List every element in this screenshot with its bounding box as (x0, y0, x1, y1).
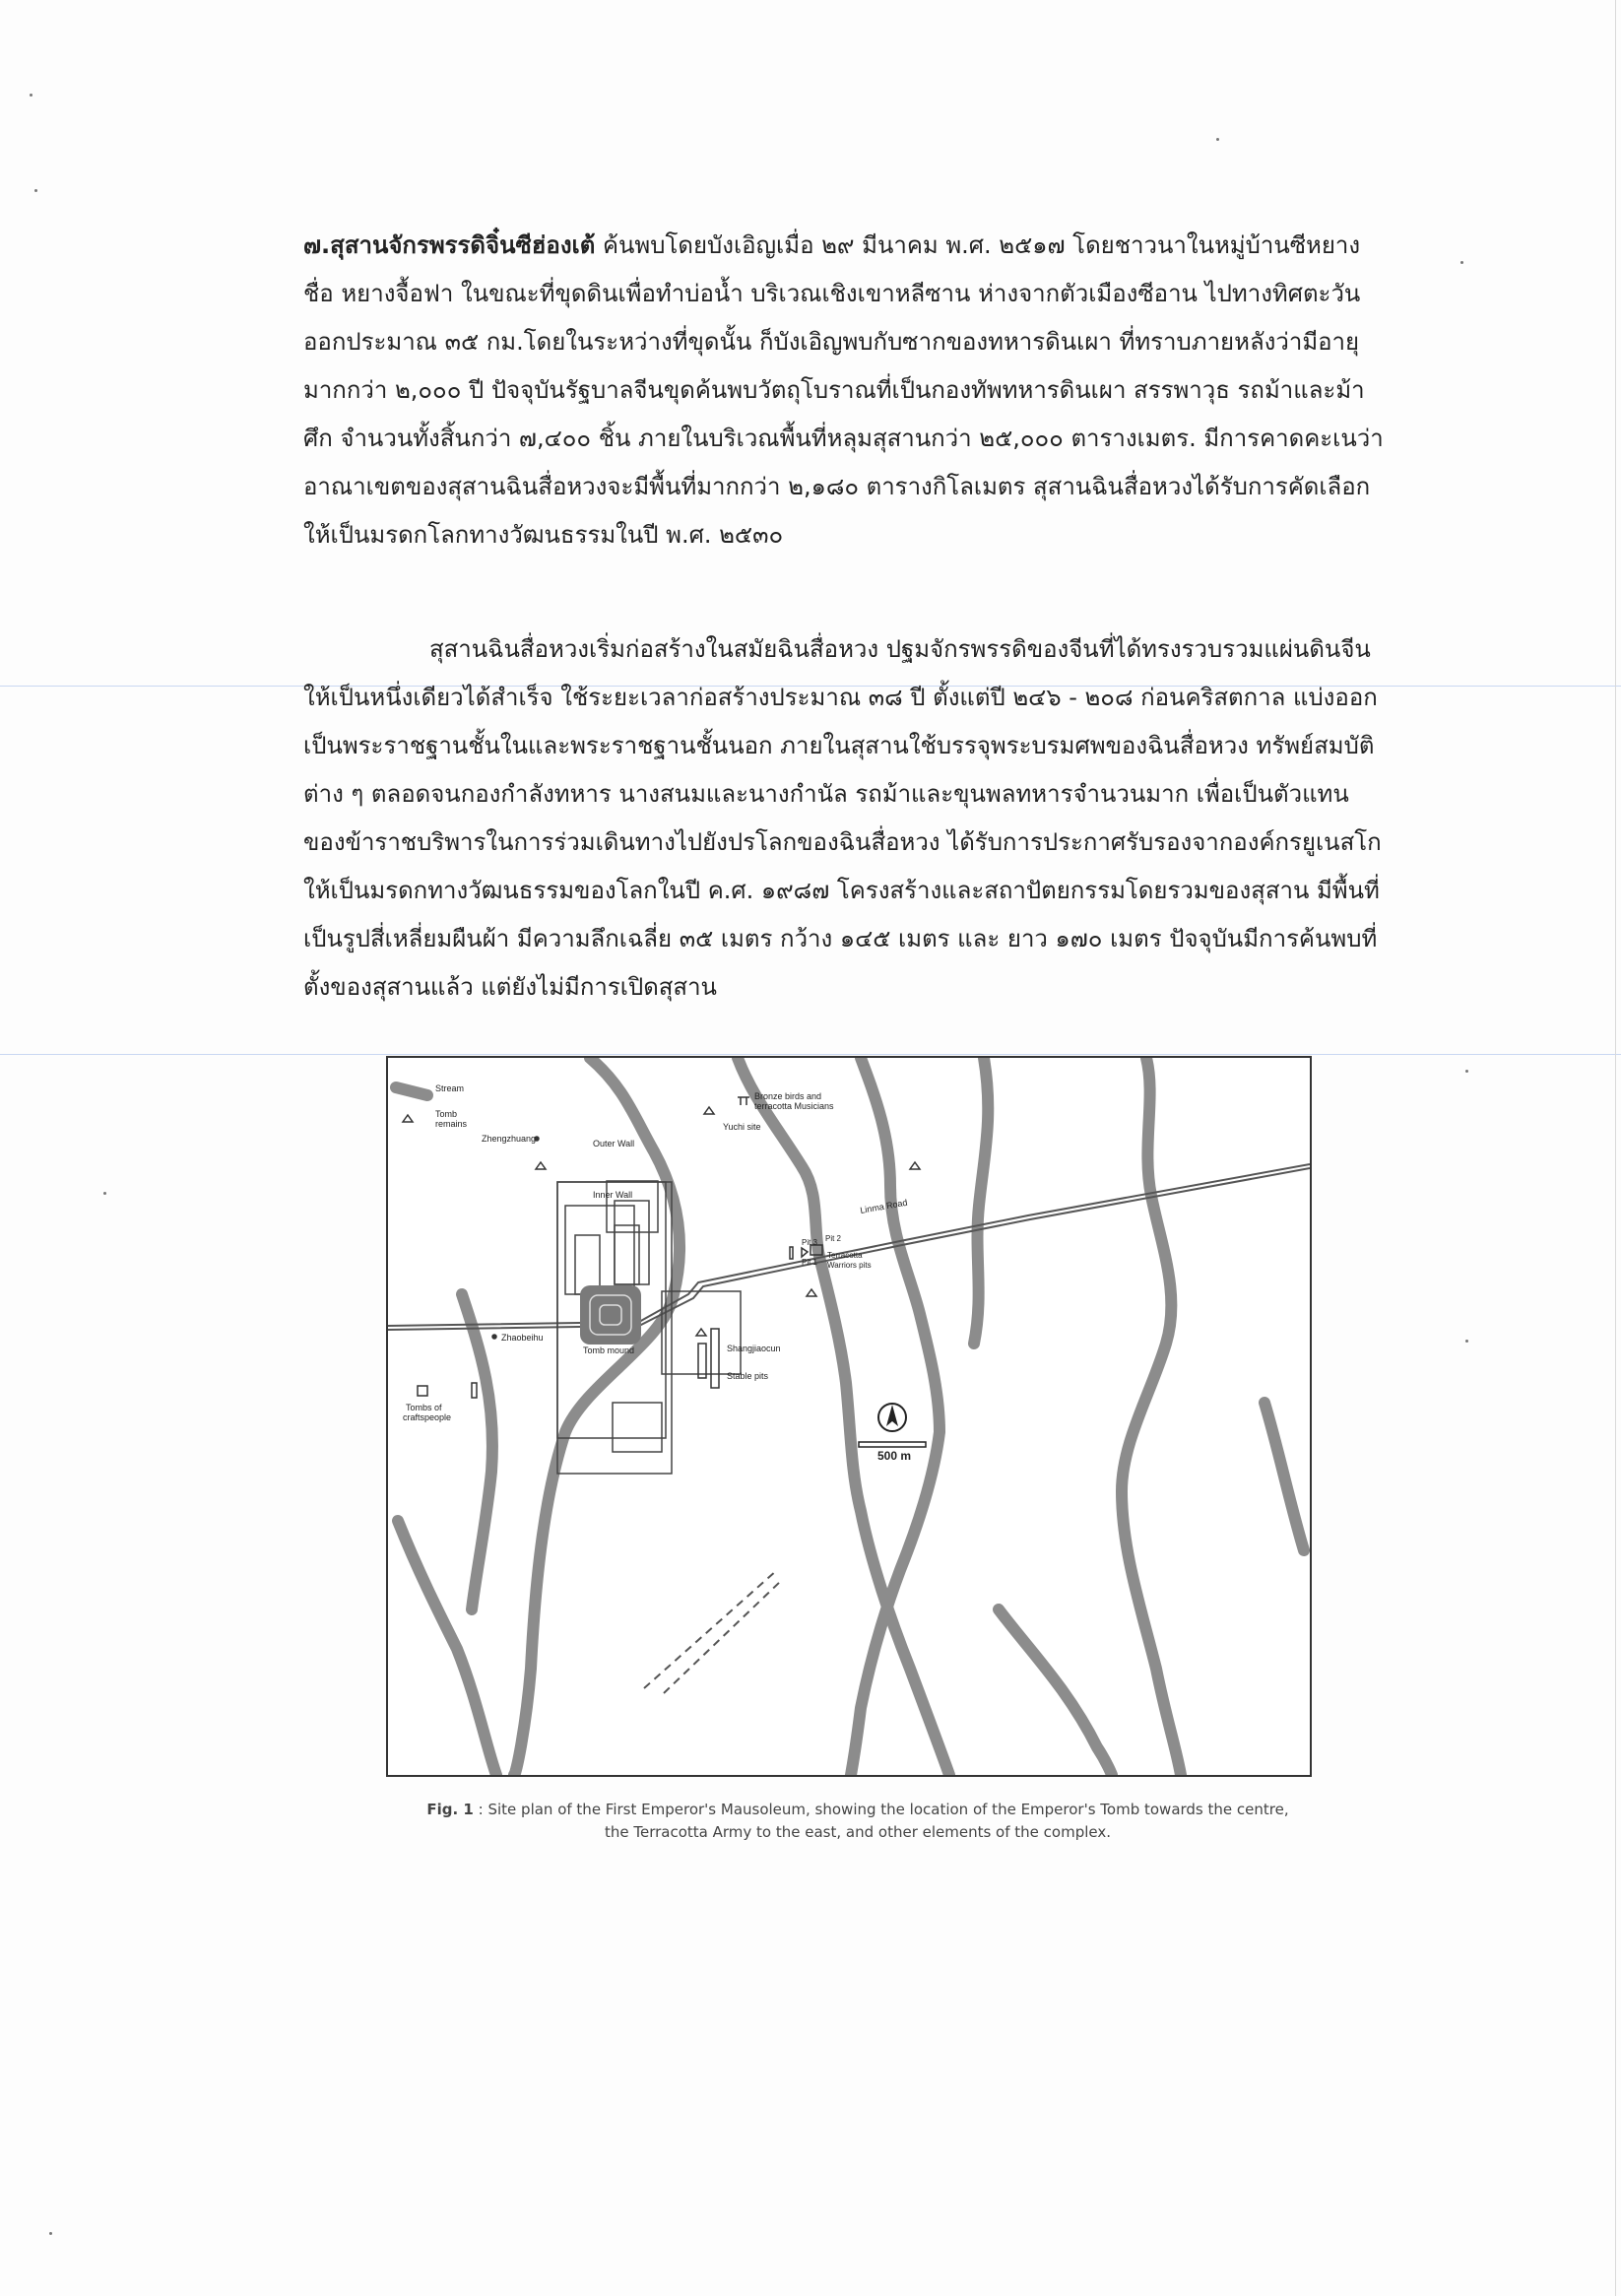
site-plan-figure (386, 1056, 1312, 1777)
label-tomb-mound: Tomb mound (583, 1345, 635, 1355)
site-plan-map (388, 1058, 1310, 1775)
scan-speck (1465, 1340, 1468, 1343)
scan-line-bottom (0, 1054, 1621, 1055)
label-pit1: Pit 1 (802, 1258, 818, 1267)
figure-caption (386, 1799, 1329, 1844)
label-shangjiaocun: Shangjiaocun (727, 1344, 781, 1353)
label-bronze-1: Bronze birds and (754, 1091, 822, 1101)
scan-speck (34, 189, 37, 192)
section-heading: ๗.สุสานจักรพรรดิจิ๋นซีฮ่องเต้ (303, 231, 596, 259)
scan-speck (1465, 1070, 1468, 1073)
label-crafts-2: craftspeople (403, 1412, 452, 1422)
streams (396, 1058, 1304, 1775)
label-stable-pits: Stable pits (727, 1371, 769, 1381)
scan-speck (103, 1192, 106, 1195)
caption-fig-label: Fig. 1 (426, 1801, 474, 1818)
label-zhaobeihu: Zhaobeihu (501, 1333, 544, 1343)
label-pit2: Pit 2 (825, 1234, 842, 1243)
scan-line-right (1615, 0, 1616, 2296)
tomb-mound (580, 1285, 641, 1345)
north-arrow (859, 1404, 926, 1447)
label-inner-wall: Inner Wall (593, 1190, 633, 1200)
paragraph-2-text: สุสานฉินสื่อหวงเริ่มก่อสร้างในสมัยฉินสื่อหวง ปฐมจักรพรรดิของจีนที่ได้ทรงรวบรวมแผ่นดินจีนให้เป็นหนึ่งเดียวได้สำเร็จ ใช้ระยะเวลาก่อสร้างประมาณ ๓๘ ปี ตั้งแต่ปี ๒๔๖ - ๒๐๘ ก่อนคริสตกาล แบ่งออกเป็นพระราชฐานชั้นในและพระราชฐานชั้นนอก ภายในสุสานใช้บรรจุพระบรมศพของฉินสื่อหวง ทรัพย์สมบัติต่าง ๆ ตลอดจนกองกำลังทหาร นางสนมและนางกำนัล รถม้าและขุนพลทหารจำนวนมาก เพื่อเป็นตัวแทนของข้าราชบริพารในการร่วมเดินทางไปยังปรโลกของฉินสื่อหวง ได้รับการประกาศรับรองจากองค์กรยูเนสโกให้เป็นมรดกทางวัฒนธรรมของโลกในปี ค.ศ. ๑๙๘๗ โครงสร้างและสถาปัตยกรรมโดยรวมของสุสาน มีพื้นที่เป็นรูปสี่เหลี่ยมผืนผ้า มีความลึกเฉลี่ย ๓๕ เมตร กว้าง ๑๔๕ เมตร และ ยาว ๑๗๐ เมตร ปัจจุบันมีการค้นพบที่ตั้งของสุสานแล้ว แต่ยังไม่มีการเปิดสุสาน (303, 635, 1382, 1001)
label-pit3: Pit 3 (802, 1238, 818, 1247)
paragraph-1 (303, 222, 1387, 559)
scan-speck (30, 94, 32, 97)
scan-speck (49, 2232, 52, 2235)
label-yuchi: Yuchi site (723, 1122, 761, 1132)
label-crafts-1: Tombs of (406, 1403, 442, 1412)
label-zhengzhuang: Zhengzhuang (482, 1134, 537, 1144)
label-terracotta-1: Terracotta (827, 1251, 863, 1260)
legend-stream: Stream (435, 1083, 465, 1093)
label-bronze-2: terracotta Musicians (754, 1101, 834, 1111)
label-outer-wall: Outer Wall (593, 1139, 635, 1148)
legend-tomb-remains-1: Tomb (435, 1109, 458, 1119)
paragraph-1-text: ค้นพบโดยบังเอิญเมื่อ ๒๙ มีนาคม พ.ศ. ๒๕๑๗ โดยชาวนาในหมู่บ้านซีหยาง ชื่อ หยางจื้อฟา ในขณะที่ขุดดินเพื่อทำบ่อน้ำ บริเวณเชิงเขาหลีซาน ห่างจากตัวเมืองซีอาน ไปทางทิศตะวันออกประมาณ ๓๕ กม.โดยในระหว่างที่ขุดนั้น ก็บังเอิญพบกับซากของทหารดินเผา ที่ทราบภายหลังว่ามีอายุมากกว่า ๒,๐๐๐ ปี ปัจจุบันรัฐบาลจีนขุดค้นพบวัตถุโบราณที่เป็นกองทัพทหารดินเผา สรรพาวุธ รถม้าและม้าศึก จำนวนทั้งสิ้นกว่า ๗,๔๐๐ ชิ้น ภายในบริเวณพื้นที่หลุมสุสานกว่า ๒๕,๐๐๐ ตารางเมตร. มีการคาดคะเนว่าอาณาเขตของสุสานฉินสื่อหวงจะมีพื้นที่มากกว่า ๒,๑๘๐ ตารางกิโลเมตร สุสานฉินสื่อหวงได้รับการคัดเลือกให้เป็นมรดกโลกทางวัฒนธรรมในปี พ.ศ. ๒๕๓๐ (303, 231, 1384, 549)
scan-speck (1460, 261, 1463, 264)
legend-tomb-remains-2: remains (435, 1119, 468, 1129)
scale-label: 500 m (877, 1449, 912, 1463)
caption-line-2: the Terracotta Army to the east, and other elements of the complex. (604, 1823, 1112, 1841)
paragraph-2 (303, 625, 1387, 1012)
label-terracotta-2: Warriors pits (827, 1261, 872, 1270)
scan-speck (1216, 138, 1219, 141)
caption-line-1: : Site plan of the First Emperor's Mausoleum, showing the location of the Emperor's Tomb towards the centre, (478, 1801, 1289, 1818)
label-linma-road: Linma Road (859, 1197, 909, 1215)
